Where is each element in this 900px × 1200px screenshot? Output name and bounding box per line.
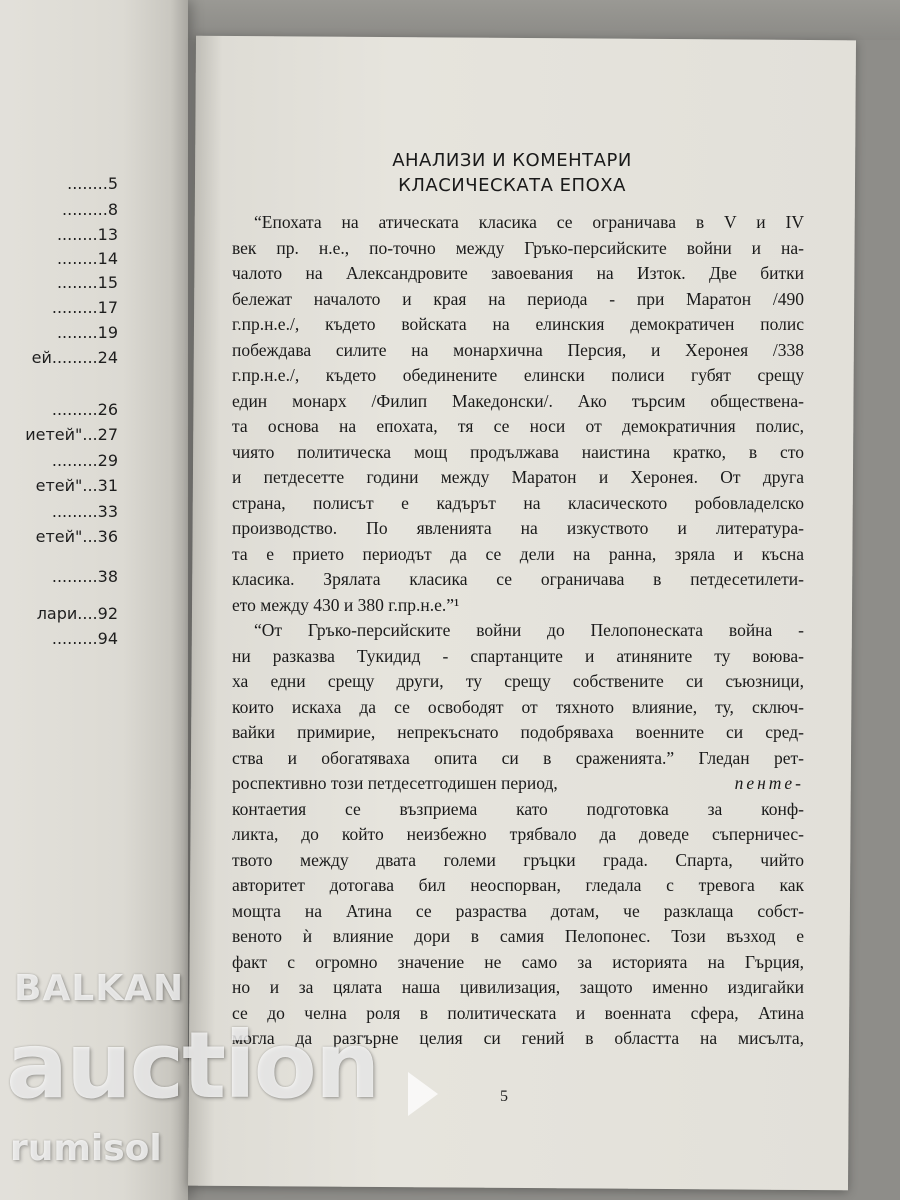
text-line: класика. Зрялата класика се ограничава в петдесетилети- xyxy=(232,569,804,589)
watermark-balkan: BALKAN xyxy=(14,968,185,1009)
page-number: 5 xyxy=(500,1088,508,1105)
text-fragment: роспективно този петдесетгодишен период, xyxy=(232,773,558,793)
watermark-rumisol: rumisol xyxy=(10,1128,162,1169)
toc-entry: иетей"...27 xyxy=(25,425,118,444)
text-line: “От Гръко-персийските войни до Пелопонеската война - xyxy=(254,620,804,640)
text-line: чалото на Александровите завоевания на Изток. Две битки xyxy=(232,263,804,283)
text-line: производство. По явленията на изкуството и литература- xyxy=(232,518,804,538)
text-line: страна, полисът е кадърът на класическото робовладелско xyxy=(232,492,804,513)
toc-entry: ей.........24 xyxy=(31,348,118,367)
body-text xyxy=(232,210,804,1052)
toc-entry: .........8 xyxy=(62,200,118,219)
text-line: г.пр.н.е./, където войската на елинския демократичен полис xyxy=(232,314,804,334)
toc-entry: .........17 xyxy=(51,298,118,317)
text-line: авторитет дотогава бил неоспорван, гледала с тревога как xyxy=(232,875,804,895)
text-line: ства и обогатяваха опита си в сраженията.” Гледан рет- xyxy=(232,747,804,768)
text-line: факт с огромно значение не само за историята на Гърция, xyxy=(232,951,804,972)
text-line: “Епохата на атическата класика се ограничава в V и IV xyxy=(254,212,804,232)
text-line: могла да разгърне целия си гений в областта на мисълта, xyxy=(232,1028,804,1048)
watermark-auction: auction xyxy=(6,1012,379,1119)
text-line: ха едни срещу други, ту срещу собствените си съюзници, xyxy=(232,671,804,691)
text-line: се до челна роля в политическата и военната сфера, Атина xyxy=(232,1002,804,1023)
toc-entry: .........29 xyxy=(51,451,118,470)
text-line: вайки примирие, непрекъснато подобряваха военните си сред- xyxy=(232,722,804,742)
toc-entry: .........38 xyxy=(51,567,118,586)
toc-entry: етей"...36 xyxy=(35,527,118,546)
toc-entry: .........26 xyxy=(51,400,118,419)
text-line: та основа на епохата, тя се носи от демократичния полис, xyxy=(232,416,804,436)
toc-entry: .........33 xyxy=(51,502,118,521)
text-line: ето между 430 и 380 г.пр.н.е.”¹ xyxy=(232,594,460,615)
text-line: веното ѝ влияние дори в самия Пелопонес. Този възход е xyxy=(232,926,804,946)
text-line: един монарх /Филип Македонски/. Ако търсим обществена- xyxy=(232,390,804,411)
toc-entry: ........19 xyxy=(56,323,118,342)
toc-entry: ........13 xyxy=(56,225,118,244)
text-line: та е прието периодът да се дели на ранна, зряла и късна xyxy=(232,543,804,564)
watermark-arrow-icon xyxy=(408,1072,438,1116)
toc-entry: ........14 xyxy=(56,249,118,268)
text-line: ликта, до който неизбежно трябвало да доведе съперничес- xyxy=(232,824,804,844)
section-heading: АНАЛИЗИ И КОМЕНТАРИ xyxy=(392,150,632,171)
text-line: бележат началото и края на периода - при Маратон /490 xyxy=(232,288,804,309)
chapter-heading: КЛАСИЧЕСКАТА ЕПОХА xyxy=(398,175,626,196)
text-line: побеждава силите на монархична Персия, и Херонея /338 xyxy=(232,339,804,360)
text-line: век пр. н.е., по-точно между Гръко-персийските войни и на- xyxy=(232,237,804,258)
text-line: г.пр.н.е./, където обединените елински полиси губят срещу xyxy=(232,365,804,385)
text-line-with-spaced-word xyxy=(232,771,804,797)
toc-entry: ........15 xyxy=(56,273,118,292)
text-line: ни разказва Тукидид - спартанците и атиняните ту воюва- xyxy=(232,645,804,666)
text-line: твото между двата големи гръцки града. Спарта, чийто xyxy=(232,849,804,870)
toc-entry: .........94 xyxy=(51,629,118,648)
spaced-word: пенте- xyxy=(734,773,804,793)
text-line: контаетия се възприема като подготовка за конф- xyxy=(232,798,804,819)
toc-entry: лари....92 xyxy=(36,604,118,623)
text-line: чиято политическа мощ продължава наистина кратко, в сто xyxy=(232,441,804,462)
text-line: мощта на Атина се разраства дотам, че разклаща собст- xyxy=(232,900,804,921)
text-line: но и за цялата наша цивилизация, защото именно издигайки xyxy=(232,977,804,997)
text-line: които искаха да се освободят от тяхното влияние, ту, сключ- xyxy=(232,696,804,717)
text-line: и петдесетте години между Маратон и Херонея. От друга xyxy=(232,467,804,487)
toc-entry: ........5 xyxy=(67,174,118,193)
toc-entry: етей"...31 xyxy=(35,476,118,495)
